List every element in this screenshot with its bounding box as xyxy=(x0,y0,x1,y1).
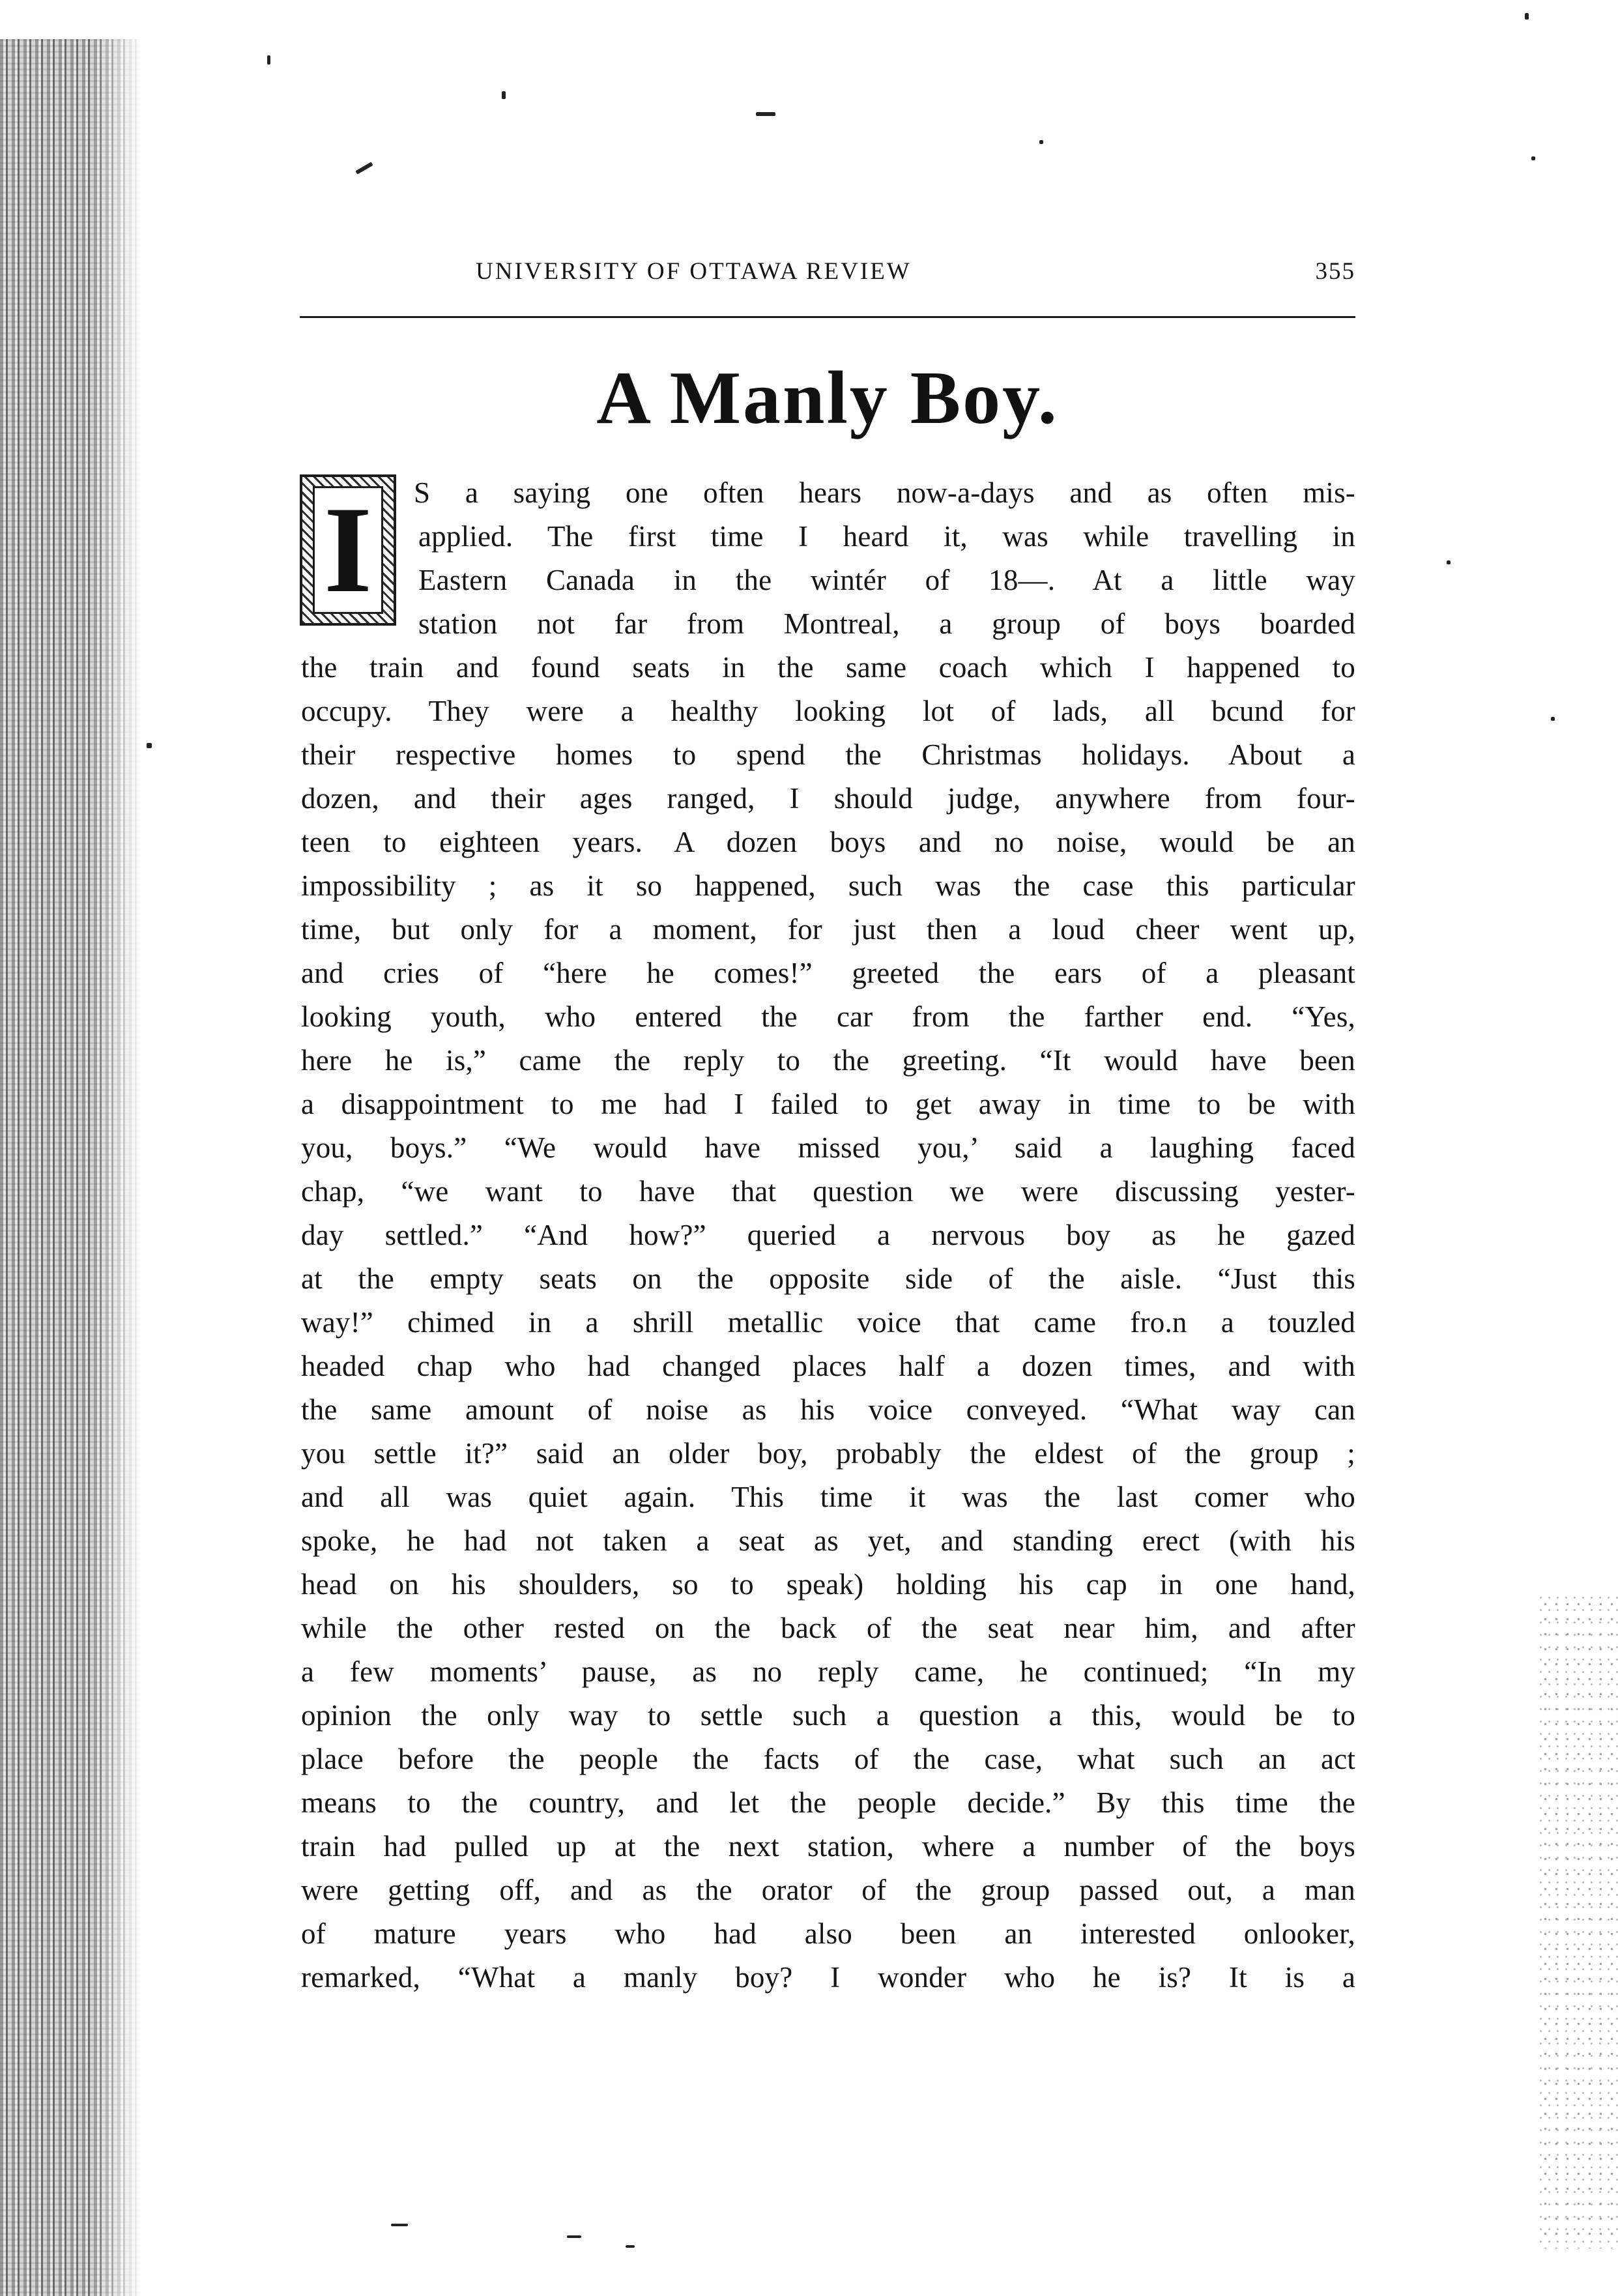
body-line: looking youth, who entered the car from the farther end. “Yes, xyxy=(301,1000,1355,1033)
body-line: station not far from Montreal, a group of boys boarded xyxy=(418,607,1355,640)
running-head xyxy=(300,257,1355,290)
body-line: of mature years who had also been an interested onlooker, xyxy=(301,1917,1355,1950)
page xyxy=(300,0,1355,2296)
body-line: were getting off, and as the orator of the group passed out, a man xyxy=(301,1874,1355,1906)
body-line: you, boys.” “We would have missed you,’ said a laughing faced xyxy=(301,1131,1355,1164)
body-line: day settled.” “And how?” queried a nervous boy as he gazed xyxy=(301,1219,1355,1251)
body-line: opinion the only way to settle such a question a this, would be to xyxy=(301,1699,1355,1732)
article-title: A Manly Boy. xyxy=(596,356,1059,440)
drop-cap-letter: I xyxy=(313,486,383,614)
body-line: Eastern Canada in the wintér of 18—. At a little way xyxy=(418,564,1355,596)
body-line: head on his shoulders, so to speak) holding his cap in one hand, xyxy=(301,1568,1355,1601)
body-line: teen to eighteen years. A dozen boys and no noise, would be an xyxy=(301,826,1355,858)
body-line: the same amount of noise as his voice conveyed. “What way can xyxy=(301,1393,1355,1426)
scan-speck xyxy=(267,55,270,65)
body-line: applied. The first time I heard it, was while travelling in xyxy=(418,520,1355,553)
body-line: a disappointment to me had I failed to get away in time to be with xyxy=(301,1088,1355,1120)
body-line: time, but only for a moment, for just then a loud cheer went up, xyxy=(301,913,1355,946)
body-line: place before the people the facts of the case, what such an act xyxy=(301,1743,1355,1775)
body-line: while the other rested on the back of the seat near him, and after xyxy=(301,1612,1355,1644)
scan-noise xyxy=(1540,1597,1618,2248)
body-line: chap, “we want to have that question we were discussing yester- xyxy=(301,1175,1355,1208)
scan-speck xyxy=(1531,156,1535,160)
body-line: occupy. They were a healthy looking lot of lads, all bcund for xyxy=(301,695,1355,727)
scan-speck xyxy=(1525,13,1529,20)
binding-shadow xyxy=(91,39,143,2296)
drop-cap xyxy=(300,474,396,626)
body-line: and all was quiet again. This time it was the last comer who xyxy=(301,1481,1355,1513)
scan-speck xyxy=(147,743,152,748)
body-line: you settle it?” said an older boy, probably the eldest of the group ; xyxy=(301,1437,1355,1470)
body-line: dozen, and their ages ranged, I should judge, anywhere from four- xyxy=(301,782,1355,815)
body-line: way!” chimed in a shrill metallic voice that came fro.n a touzled xyxy=(301,1306,1355,1339)
body-line: S a saying one often hears now-a-days and as often mis- xyxy=(414,476,1355,509)
body-line: spoke, he had not taken a seat as yet, and standing erect (with his xyxy=(301,1524,1355,1557)
scan-speck xyxy=(1447,560,1451,564)
body-line: train had pulled up at the next station, where a number of the boys xyxy=(301,1830,1355,1863)
journal-title: UNIVERSITY OF OTTAWA REVIEW xyxy=(476,258,912,285)
body-line: remarked, “What a manly boy? I wonder who he is? It is a xyxy=(301,1961,1355,1994)
body-line: a few moments’ pause, as no reply came, he continued; “In my xyxy=(301,1655,1355,1688)
scan-speck xyxy=(1551,717,1555,721)
body-line: headed chap who had changed places half a dozen times, and with xyxy=(301,1350,1355,1382)
body-line: the train and found seats in the same coach which I happened to xyxy=(301,651,1355,684)
body-line: impossibility ; as it so happened, such was the case this particular xyxy=(301,869,1355,902)
page-number: 355 xyxy=(1315,258,1355,285)
body-line: their respective homes to spend the Christmas holidays. About a xyxy=(301,738,1355,771)
body-line: means to the country, and let the people decide.” By this time the xyxy=(301,1786,1355,1819)
body-line: here he is,” came the reply to the greeting. “It would have been xyxy=(301,1044,1355,1077)
body-line: and cries of “here he comes!” greeted the ears of a pleasant xyxy=(301,957,1355,989)
header-rule xyxy=(300,316,1355,318)
body-line: at the empty seats on the opposite side of the aisle. “Just this xyxy=(301,1262,1355,1295)
